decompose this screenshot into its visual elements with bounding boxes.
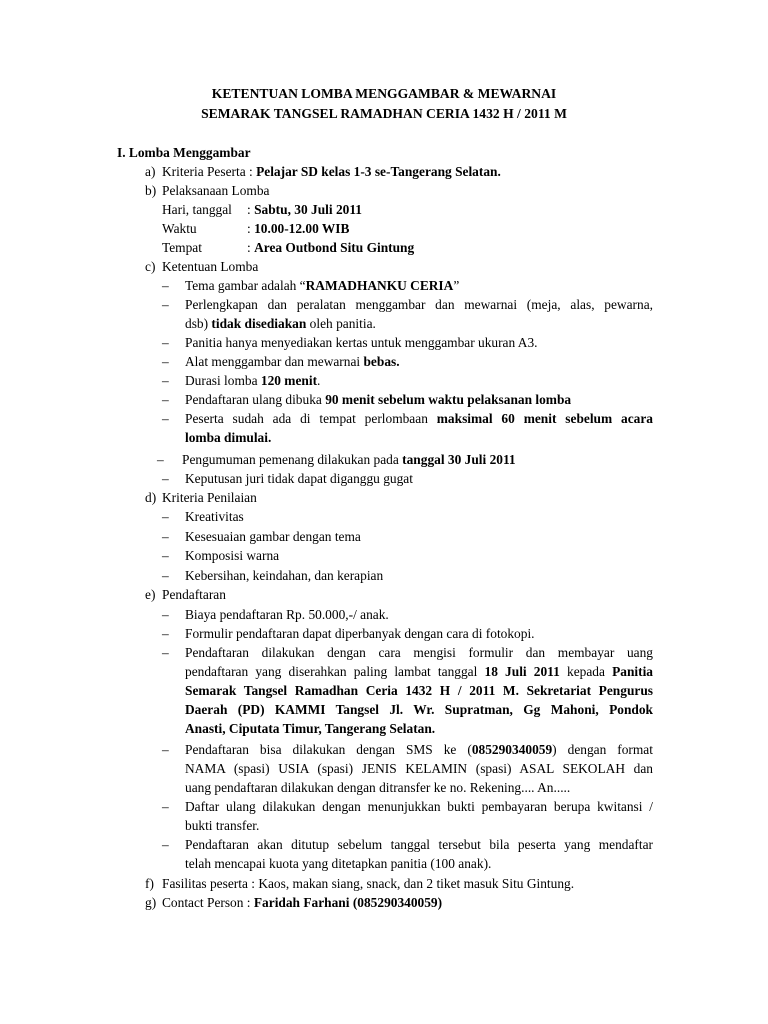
- rule-arrival-pre: Peserta sudah ada di tempat perlombaan: [185, 411, 437, 426]
- registration-closing-line1: Pendaftaran akan ditutup sebelum tanggal tersebut bila peserta yang mendaftar: [185, 837, 653, 852]
- registration-committee: Panitia: [612, 664, 653, 679]
- item-a: [162, 162, 501, 181]
- rule-reregistration: [185, 390, 571, 409]
- rule-tools-pre: Alat menggambar dan mewarnai: [185, 354, 364, 369]
- rule-duration-pre: Durasi lomba: [185, 373, 261, 388]
- rule-theme-bold: RAMADHANKU CERIA: [305, 278, 454, 293]
- rule-theme-post: ”: [453, 278, 460, 293]
- registration-procedure-line3: Semarak Tangsel Ramadhan Ceria 1432 H / 2011 M. Sekretariat Pengurus: [185, 683, 653, 698]
- item-e-marker: e): [145, 587, 156, 602]
- schedule-time-value: [247, 219, 349, 238]
- registration-procedure-line4: Daerah (PD) KAMMI Tangsel Jl. Wr. Supratman, Gg Mahoni, Pondok: [185, 702, 653, 717]
- rule-equipment-post: oleh panitia.: [306, 316, 376, 331]
- bullet-dash: –: [162, 799, 169, 814]
- registration-sms-pre: Pendaftaran bisa dilakukan dengan SMS ke (: [185, 742, 472, 757]
- registration-deadline: 18 Juli 2011: [484, 664, 560, 679]
- rule-duration-post: .: [317, 373, 321, 388]
- registration-procedure-pre: pendaftaran yang diserahkan paling lambat tanggal: [185, 664, 485, 679]
- rule-equipment-line1: Perlengkapan dan peralatan menggambar dan mewarnai (meja, alas, pewarna,: [185, 297, 653, 312]
- registration-sms-line2: NAMA (spasi) USIA (spasi) JENIS KELAMIN (spasi) ASAL SEKOLAH dan: [185, 761, 653, 776]
- registration-procedure-line2: [185, 662, 653, 681]
- registration-fee: Biaya pendaftaran Rp. 50.000,-/ anak.: [185, 607, 389, 622]
- bullet-dash: –: [162, 354, 169, 369]
- schedule-time: 10.00-12.00 WIB: [254, 221, 350, 236]
- rule-arrival-bold: maksimal 60 menit sebelum acara: [436, 411, 653, 426]
- registration-sms-line1: [185, 740, 653, 759]
- schedule-place-label: Tempat: [162, 240, 202, 255]
- criteria-item: Komposisi warna: [185, 548, 280, 563]
- registration-sms-post: ) dengan format: [552, 742, 653, 757]
- rule-theme: [185, 276, 459, 295]
- item-a-marker: a): [145, 164, 156, 179]
- rule-arrival-line1: [185, 409, 653, 428]
- bullet-dash: –: [162, 392, 169, 407]
- schedule-date-value: [247, 200, 362, 219]
- registration-closing-line2: telah mencapai kuota yang ditetapkan panitia (100 anak).: [185, 856, 492, 871]
- item-c-text: Ketentuan Lomba: [162, 259, 259, 274]
- rule-reregistration-pre: Pendaftaran ulang dibuka: [185, 392, 326, 407]
- bullet-dash: –: [162, 297, 169, 312]
- criteria-item: Kesesuaian gambar dengan tema: [185, 529, 361, 544]
- item-c-marker: c): [145, 259, 156, 274]
- registration-sms-number: 085290340059: [471, 742, 553, 757]
- rule-equipment-line2: [185, 314, 376, 333]
- contact-person-name: Faridah Farhani (085290340059): [253, 895, 443, 910]
- registration-sms-line3: uang pendaftaran dilakukan dengan ditransfer ke no. Rekening.... An.....: [185, 780, 571, 795]
- bullet-dash: –: [162, 742, 169, 757]
- rule-theme-pre: Tema gambar adalah “: [185, 278, 306, 293]
- schedule-place-value: [247, 238, 414, 257]
- schedule-time-label: Waktu: [162, 221, 197, 236]
- bullet-dash: –: [162, 626, 169, 641]
- schedule-time-sep: :: [247, 221, 255, 236]
- rule-jury: Keputusan juri tidak dapat diganggu gugat: [185, 471, 413, 486]
- rule-paper: Panitia hanya menyediakan kertas untuk menggambar ukuran A3.: [185, 335, 538, 350]
- criteria-item: Kebersihan, keindahan, dan kerapian: [185, 568, 384, 583]
- rule-tools-bold: bebas.: [363, 354, 400, 369]
- contact-person-label: Contact Person :: [162, 895, 254, 910]
- registration-procedure-line5: Anasti, Ciputata Timur, Tangerang Selatan.: [185, 721, 436, 736]
- schedule-date: Sabtu, 30 Juli 2011: [254, 202, 362, 217]
- criteria-item: Kreativitas: [185, 509, 244, 524]
- item-d-marker: d): [145, 490, 157, 505]
- reregistration-proof-line2: bukti transfer.: [185, 818, 260, 833]
- item-e-text: Pendaftaran: [162, 587, 226, 602]
- bullet-dash: –: [162, 411, 169, 426]
- rule-duration-bold: 120 menit: [260, 373, 318, 388]
- item-b-marker: b): [145, 183, 157, 198]
- item-g-marker: g): [145, 895, 157, 910]
- registration-procedure-line1: Pendaftaran dilakukan dengan cara mengisi formulir dan membayar uang: [185, 645, 653, 660]
- section-heading: I. Lomba Menggambar: [117, 145, 251, 160]
- item-b-text: Pelaksanaan Lomba: [162, 183, 270, 198]
- rule-announcement-pre: Pengumuman pemenang dilakukan pada: [182, 452, 403, 467]
- registration-form: Formulir pendaftaran dapat diperbanyak dengan cara di fotokopi.: [185, 626, 535, 641]
- bullet-dash: –: [162, 645, 169, 660]
- rule-announcement: [182, 450, 516, 469]
- document-title-line2: SEMARAK TANGSEL RAMADHAN CERIA 1432 H / 2011 M: [201, 106, 567, 121]
- schedule-date-label: Hari, tanggal: [162, 202, 232, 217]
- registration-procedure-mid: kepada: [559, 664, 613, 679]
- item-a-bold: Pelajar SD kelas 1-3 se-Tangerang Selatan.: [256, 164, 501, 179]
- participant-facilities: Fasilitas peserta : Kaos, makan siang, snack, dan 2 tiket masuk Situ Gintung.: [162, 876, 575, 891]
- bullet-dash: –: [162, 335, 169, 350]
- item-a-text: Kriteria Peserta :: [162, 164, 257, 179]
- item-d-text: Kriteria Penilaian: [162, 490, 257, 505]
- schedule-place-sep: :: [247, 240, 255, 255]
- bullet-dash: –: [162, 373, 169, 388]
- rule-tools: [185, 352, 400, 371]
- bullet-dash: –: [162, 607, 169, 622]
- reregistration-proof-line1: Daftar ulang dilakukan dengan menunjukkan bukti pembayaran berupa kwitansi /: [185, 799, 653, 814]
- rule-equipment-bold: tidak disediakan: [211, 316, 307, 331]
- bullet-dash: –: [162, 568, 169, 583]
- bullet-dash: –: [162, 837, 169, 852]
- bullet-dash: –: [162, 548, 169, 563]
- schedule-place: Area Outbond Situ Gintung: [254, 240, 415, 255]
- contact-person: [162, 893, 442, 912]
- document-title-line1: KETENTUAN LOMBA MENGGAMBAR & MEWARNAI: [211, 86, 557, 101]
- bullet-dash: –: [162, 471, 169, 486]
- bullet-dash: –: [157, 452, 164, 467]
- bullet-dash: –: [162, 278, 169, 293]
- bullet-dash: –: [162, 509, 169, 524]
- rule-equipment-pre: dsb): [185, 316, 212, 331]
- bullet-dash: –: [162, 529, 169, 544]
- item-f-marker: f): [145, 876, 154, 891]
- rule-duration: [185, 371, 320, 390]
- rule-arrival-line2: lomba dimulai.: [185, 430, 272, 445]
- rule-announcement-bold: tanggal 30 Juli 2011: [402, 452, 516, 467]
- schedule-date-sep: :: [247, 202, 255, 217]
- rule-reregistration-bold: 90 menit sebelum waktu pelaksanan lomba: [325, 392, 572, 407]
